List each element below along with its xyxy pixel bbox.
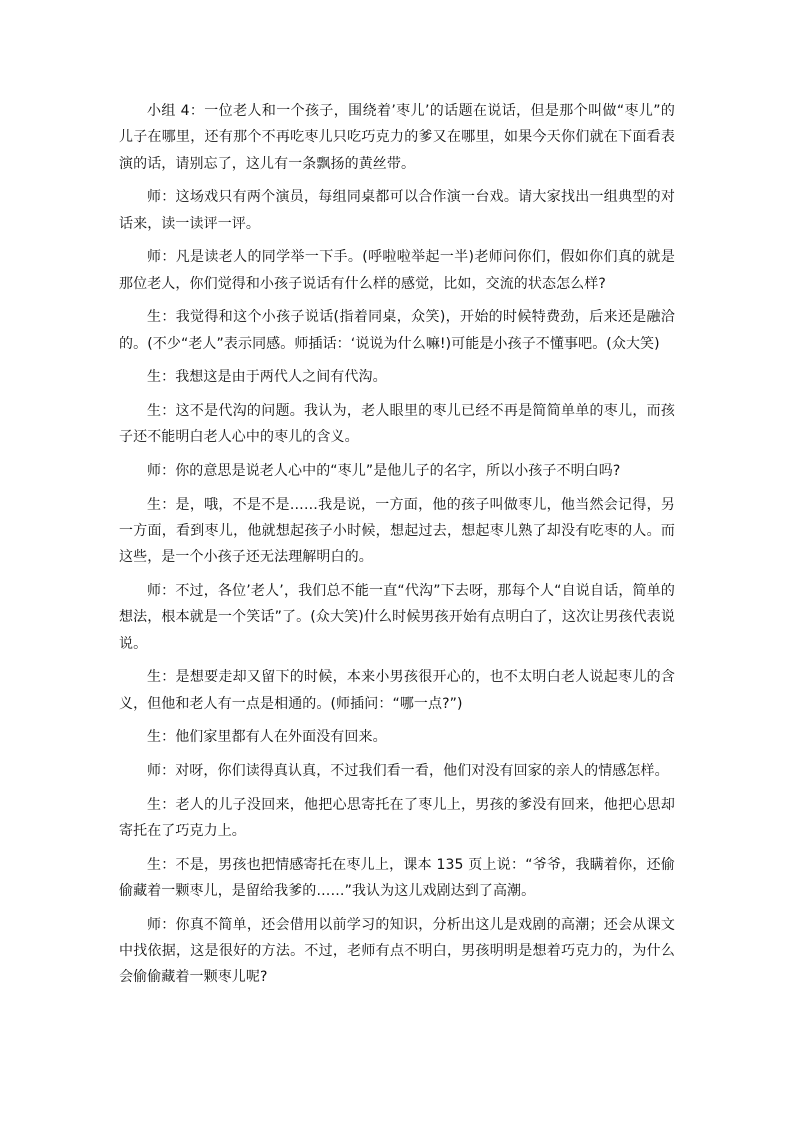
- paragraph: 生：不是，男孩也把情感寄托在枣儿上，课本 135 页上说：“爷爷，我瞒着你，还偷偷藏着一颗枣儿，是留给我爹的……”我认为这儿戏剧达到了高潮。: [119, 856, 675, 899]
- paragraph: 生：我觉得和这个小孩子说话(指着同桌，众笑)，开始的时候特费劲，后来还是融洽的。(不少“老人”表示同感。师插话：‘说说为什么嘛!)可能是小孩子不懂事吧。(众大笑): [119, 309, 675, 352]
- paragraph: 生：他们家里都有人在外面没有回来。: [147, 729, 387, 746]
- paragraph: 师：对呀，你们读得真认真，不过我们看一看，他们对没有回家的亲人的情感怎样。: [147, 763, 669, 779]
- paragraph: 生：老人的儿子没回来，他把心思寄托在了枣儿上，男孩的爹没有回来，他把心思却寄托在了巧克力上。: [119, 796, 675, 839]
- paragraph: 生：是，哦，不是不是……我是说，一方面，他的孩子叫做枣儿，他当然会记得，另一方面，看到枣儿，他就想起孩子小时候，想起过去，想起枣儿熟了却没有吃枣的人。而这些，是一个小孩子还无法理解明白的。: [119, 496, 675, 566]
- paragraph: 师：你真不简单，还会借用以前学习的知识，分析出这儿是戏剧的高潮；还会从课文中找依据，这是很好的方法。不过，老师有点不明白，男孩明明是想着巧克力的，为什么会偷偷藏着一颗枣儿呢?: [119, 916, 675, 986]
- paragraph: 师：不过，各位’老人’，我们总不能一直“代沟”下去呀，那每个人“自说自话，简单的想法，根本就是一个笑话”了。(众大笑)什么时候男孩开始有点明白了，这次让男孩代表说说。: [119, 583, 675, 652]
- paragraph: 小组 4：一位老人和一个孩子，围绕着’枣儿’的话题在说话，但是那个叫做“枣儿”的儿子在哪里，还有那个不再吃枣儿只吃巧克力的爹又在哪里，如果今天你们就在下面看表演的话，请别忘了，这儿有一条飘扬的黄丝带。: [119, 103, 675, 172]
- document-body: [119, 98, 675, 998]
- paragraph: 师：凡是读老人的同学举一下手。(呼啦啦举起一半)老师问你们，假如你们真的就是那位老人，你们觉得和小孩子说话有什么样的感觉，比如，交流的状态怎么样?: [119, 249, 675, 292]
- paragraph: 师：你的意思是说老人心中的“枣儿”是他儿子的名字，所以小孩子不明白吗?: [147, 463, 621, 479]
- paragraph: 师：这场戏只有两个演员，每组同桌都可以合作演一台戏。请大家找出一组典型的对话来，读一读评一评。: [119, 189, 675, 232]
- paragraph: 生：我想这是由于两代人之间有代沟。: [147, 369, 387, 386]
- paragraph: 生：是想要走却又留下的时候，本来小男孩很开心的，也不太明白老人说起枣儿的含义，但他和老人有一点是相通的。(师插问：“哪一点?”): [119, 669, 675, 712]
- paragraph: 生：这不是代沟的问题。我认为，老人眼里的枣儿已经不再是简简单单的枣儿，而孩子还不能明白老人心中的枣儿的含义。: [119, 403, 675, 446]
